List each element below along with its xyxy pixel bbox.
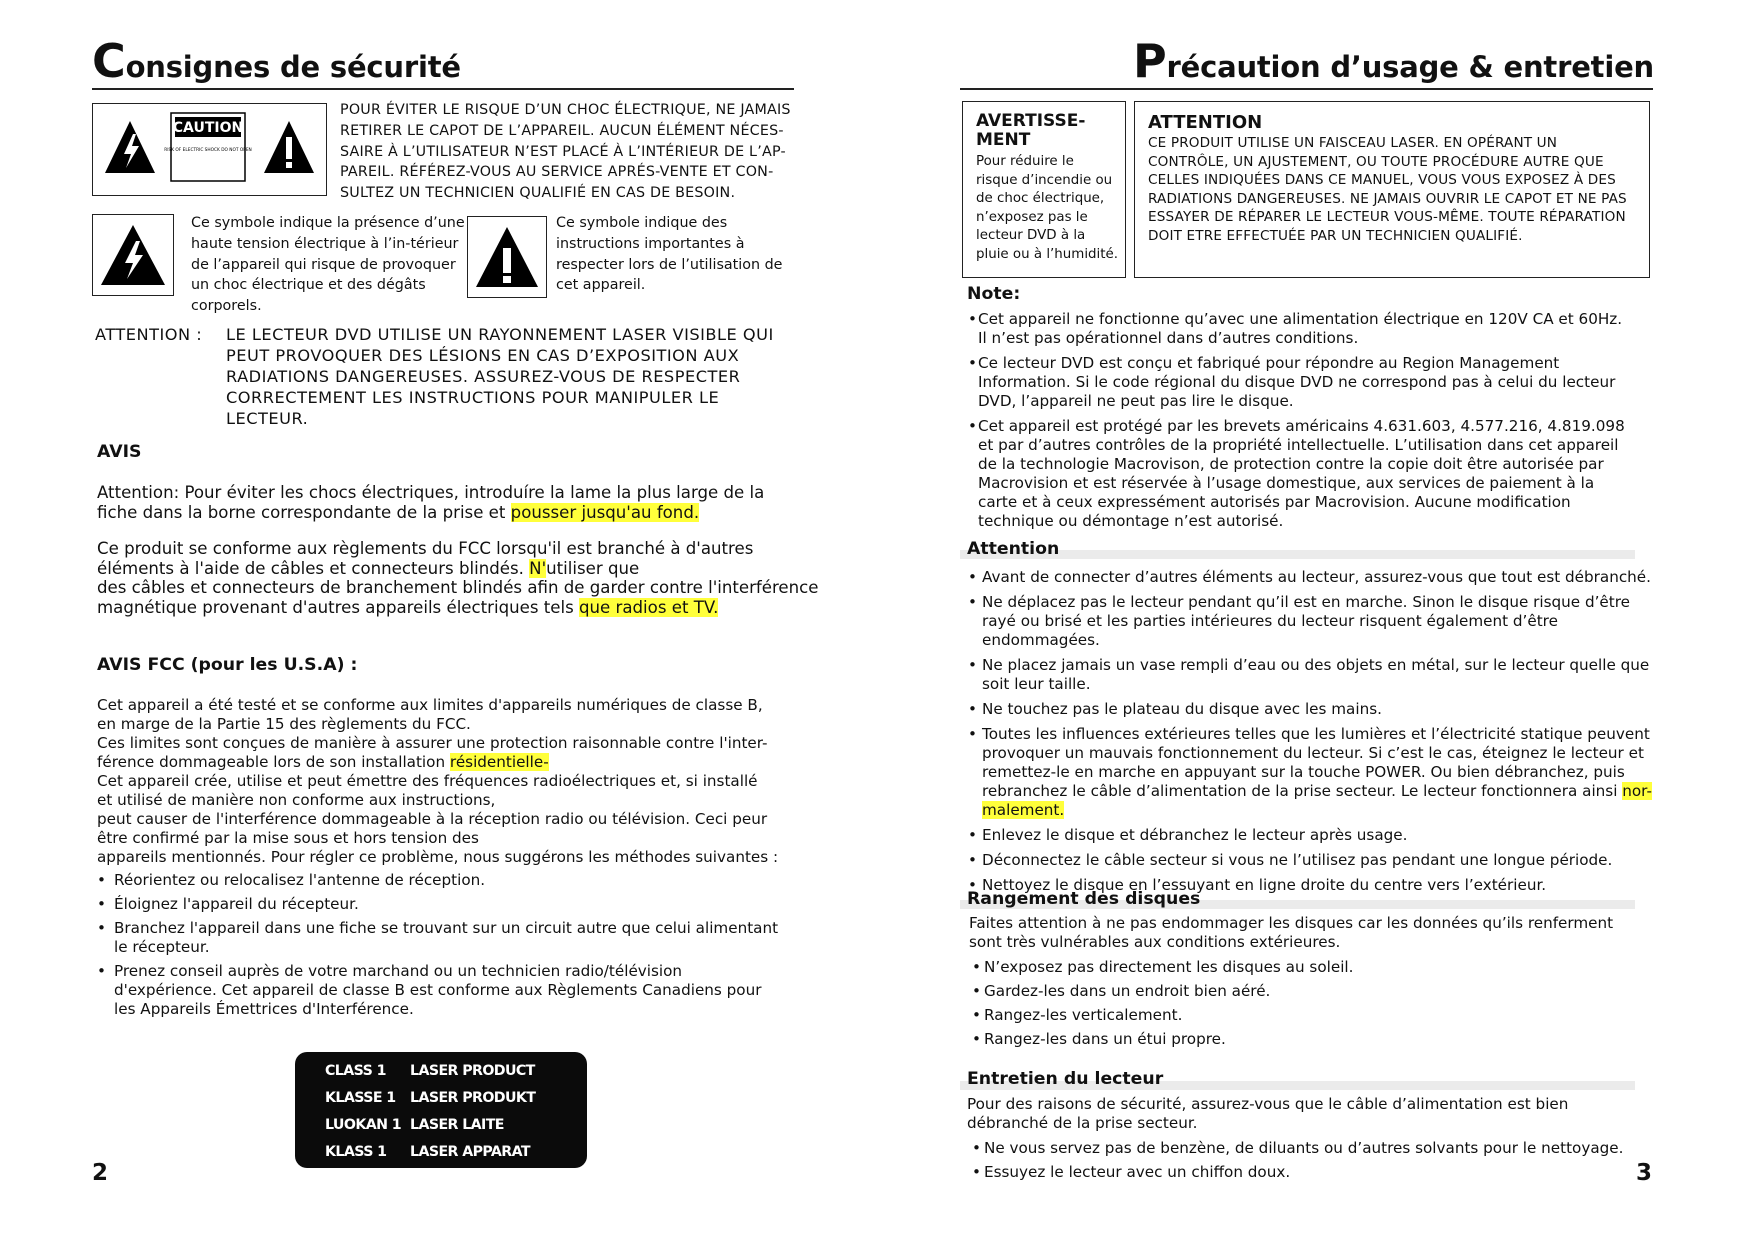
list-item: • Avant de connecter d’autres éléments au lecteur, assurez-vous que tout est débranché. — [968, 568, 1653, 587]
list-item: • Rangez-les verticalement. — [972, 1006, 1632, 1025]
left-page-number: 2 — [92, 1160, 109, 1186]
avis-paragraph-1: Attention: Pour éviter les chocs électriques, introduíre la lame la plus large de la fiche dans la borne correspondante de la prise et pousser jusqu'au fond. — [97, 483, 765, 522]
caution-sub-text: RISK OF ELECTRIC SHOCK DO NOT OPEN — [164, 148, 252, 153]
highlight: N' — [529, 558, 547, 578]
rangement-heading: Rangement des disques — [967, 889, 1201, 909]
list-item: • Déconnectez le câble secteur si vous ne l’utilisez pas pendant une longue période. — [968, 851, 1653, 870]
list-item: • Cet appareil est protégé par les brevets américains 4.631.603, 4.577.216, 4.819.098 et par d’autres contrôles de la propriété intellectuelle. L’utilisation dans cet appareil de la technologie Macrovison, de protection contre la copie doit être autorisée par Macrovision et est réservée à l’usage domestique, aux services de paiement à la carte et à ceux expressément autorisés par Macrovision. Aucune modification technique ou démontage n’est autorisé. — [968, 417, 1633, 531]
list-item: • Nettoyez le disque en l’essuyant en ligne droite du centre vers l’extérieur. — [968, 876, 1653, 895]
list-item: • Enlevez le disque et débranchez le lecteur après usage. — [968, 826, 1653, 845]
lightning-symbol-text: Ce symbole indique la présence d’une haute tension électrique à l’in-térieur de l’appareil qui risque de provoquer un choc électrique et des dégâts corporels. — [191, 215, 465, 315]
list-item: • Ne vous servez pas de benzène, de diluants ou d’autres solvants pour le nettoyage. — [972, 1139, 1632, 1158]
caution-paragraph: POUR ÉVITER LE RISQUE D’UN CHOC ÉLECTRIQUE, NE JAMAIS RETIRER LE CAPOT DE L’APPAREIL. AUCUN ÉLÉMENT NÉCES-SAIRE À L’UTILISATEUR N’EST PLACÉ À L’INTÉRIEUR DE L’AP-PAREIL. RÉFÉREZ-VOUS AU SERVICE APRÉS-VENTE ET CON-SULTEZ UN TECHNICIEN QUALIFIÉ EN CAS DE BESOIN. — [340, 102, 791, 202]
list-item: • Ce lecteur DVD est conçu et fabriqué pour répondre au Region Management Information. Si le code régional du disque DVD ne correspond pas à celui du lecteur DVD, l’appareil ne peut pas lire le disque. — [968, 354, 1633, 411]
left-title-rule — [92, 88, 794, 90]
rangement-intro: Faites attention à ne pas endommager les disques car les données qu’ils renferment sont très vulnérables aux conditions extérieures. — [969, 914, 1614, 951]
caution-label-box — [92, 103, 327, 196]
right-title-rule — [960, 88, 1653, 90]
highlight: résidentielle- — [449, 753, 549, 771]
note-bullet-list — [968, 310, 1633, 531]
fcc-bullet-list — [97, 871, 787, 1019]
right-page-title: Précaution d’usage & entretien — [1133, 34, 1654, 88]
highlight: pousser jusqu'au fond. — [510, 502, 700, 522]
list-item: • Ne touchez pas le plateau du disque avec les mains. — [968, 700, 1653, 719]
list-item: • Essuyez le lecteur avec un chiffon doux. — [972, 1163, 1632, 1182]
entretien-heading: Entretien du lecteur — [967, 1069, 1164, 1089]
attention-text: LE LECTEUR DVD UTILISE UN RAYONNEMENT LASER VISIBLE QUI PEUT PROVOQUER DES LÉSIONS EN CAS D’EXPOSITION AUX RADIATIONS DANGEREUSES. ASSUREZ-VOUS DE RESPECTER CORRECTEMENT LES INSTRUCTIONS POUR MANIPULER LE LECTEUR. — [226, 325, 774, 428]
attention-section-heading: Attention — [967, 539, 1060, 559]
list-item: • Toutes les influences extérieures telles que les lumières et l’électricité statique peuvent provoquer un mauvais fonctionnement du lecteur. Si c’est le cas, éteignez le lecteur et remettez-le en marche en appuyant sur la touche POWER. Ou bien débranchez, puis rebranchez le câble d’alimentation de la prise secteur. Le lecteur fonctionnera ainsi nor-malement. — [968, 725, 1653, 820]
list-item: • Cet appareil ne fonctionne qu’avec une alimentation électrique en 120V CA et 60Hz. Il n’est pas opérationnel dans d’autres conditions. — [968, 310, 1633, 348]
attention-box-heading: ATTENTION — [1148, 112, 1263, 133]
left-page-title: Consignes de sécurité — [92, 34, 461, 88]
highlight: que radios et TV. — [579, 597, 719, 617]
entretien-bullet-list — [972, 1139, 1632, 1182]
exclamation-symbol-text: Ce symbole indique des instructions importantes à respecter lors de l’utilisation de cet appareil. — [556, 215, 783, 294]
avertissement-box — [962, 101, 1126, 278]
attention-label: ATTENTION : — [95, 325, 203, 344]
note-heading: Note: — [967, 284, 1021, 304]
avis-paragraph-2: Ce produit se conforme aux règlements du FCC lorsqu'il est branché à d'autres éléments à l'aide de câbles et connecteurs blindés. N'utiliser que des câbles et connecteurs de branchement blindés afin de garder contre l'interférence magnétique provenant d'autres appareils électriques tels que radios et TV. — [97, 539, 819, 617]
laser-product-label: CLASS 1 LASER PRODUCT KLASSE 1 LASER PRODUKT LUOKAN 1 LASER LAITE KLASS 1 LASER APPARAT — [295, 1052, 587, 1168]
attention-bullet-list — [968, 568, 1653, 895]
avis-heading: AVIS — [97, 442, 142, 462]
list-item: • Éloignez l'appareil du récepteur. — [97, 895, 787, 914]
exclamation-symbol-box — [467, 216, 547, 298]
attention-box — [1134, 101, 1650, 278]
caution-label-graphic — [93, 104, 326, 195]
list-item: • Branchez l'appareil dans une fiche se trouvant sur un circuit autre que celui alimentant le récepteur. — [97, 919, 787, 957]
attention-box-text: CE PRODUIT UTILISE UN FAISCEAU LASER. EN OPÉRANT UN CONTRÔLE, UN AJUSTEMENT, OU TOUTE PROCÉDURE AUTRE QUE CELLES INDIQUÉES DANS CE MANUEL, VOUS VOUS EXPOSEZ À DES RADIATIONS DANGEREUSES. NE JAMAIS OUVRIR LE CAPOT ET NE PAS ESSAYER DE RÉPARER LE LECTEUR VOUS-MÊME. TOUTE RÉPARATION DOIT ETRE EFFECTUÉE PAR UN TECHNICIEN QUALIFIÉ. — [1148, 135, 1627, 244]
caution-label-text: CAUTION — [172, 120, 244, 136]
highlight: nor-malement. — [982, 782, 1652, 819]
list-item: • Ne placez jamais un vase rempli d’eau ou des objets en métal, sur le lecteur quelle que soit leur taille. — [968, 656, 1653, 694]
lightning-symbol-box — [92, 214, 174, 296]
avertissement-text: Pour réduire le risque d’incendie ou de choc électrique, n’exposez pas le lecteur DVD à la pluie ou à l’humidité. — [976, 154, 1119, 262]
avertissement-heading: AVERTISSE-MENT — [976, 111, 1086, 150]
entretien-intro: Pour des raisons de sécurité, assurez-vous que le câble d’alimentation est bien débranché de la prise secteur. — [967, 1095, 1569, 1132]
list-item: • N’exposez pas directement les disques au soleil. — [972, 958, 1632, 977]
list-item: • Gardez-les dans un endroit bien aéré. — [972, 982, 1632, 1001]
fcc-heading: AVIS FCC (pour les U.S.A) : — [97, 655, 358, 675]
list-item: • Prenez conseil auprès de votre marchand ou un technicien radio/télévision d'expérience. Cet appareil de classe B est conforme aux Règlements Canadiens pour les Appareils Émettrices d'Interférence. — [97, 962, 787, 1019]
rangement-bullet-list — [972, 958, 1632, 1049]
lightning-symbol-icon — [93, 215, 173, 295]
fcc-paragraph: Cet appareil a été testé et se conforme aux limites d'appareils numériques de classe B, en marge de la Partie 15 des règlements du FCC. Ces limites sont conçues de manière à assurer une protection raisonnable contre l'inter-férence dommageable lors de son installation résidentielle- Cet appareil crée, utilise et peut émettre des fréquences radioélectriques et, si installé et utilisé de manière non conforme aux instructions, peut causer de l'interférence dommageable à la réception radio ou télévision. Ceci peur être confirmé par la mise sous et hors tension des appareils mentionnés. Pour régler ce problème, nous suggérons les méthodes suivantes : — [97, 696, 779, 866]
list-item: • Rangez-les dans un étui propre. — [972, 1030, 1632, 1049]
right-page-number: 3 — [1636, 1160, 1653, 1186]
exclamation-symbol-icon — [468, 217, 546, 297]
list-item: • Réorientez ou relocalisez l'antenne de réception. — [97, 871, 787, 890]
list-item: • Ne déplacez pas le lecteur pendant qu’il est en marche. Sinon le disque risque d’être rayé ou brisé et les parties intérieures du lecteur risquent également d’être endommagées. — [968, 593, 1653, 650]
